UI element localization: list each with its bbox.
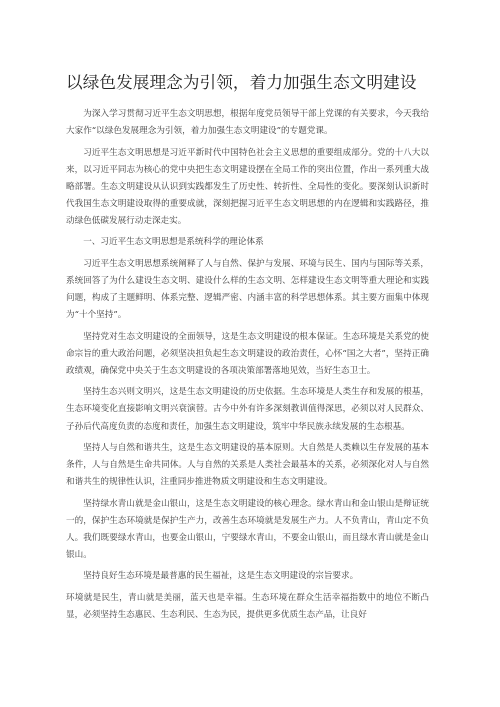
section-heading-1: 一、习近平生态文明思想是系统科学的理论体系 (83, 237, 264, 248)
paragraph-overview: 习近平生态文明思想是习近平新时代中国特色社会主义思想的重要组成部分。党的十八大以来，以习近平同志为核心的党中央把生态文明建设摆在全局工作的突出位置，作出一系列重大战略部署。生态文明建设从认识到实践都发生了历史性、转折性、全局性的变化。要深刻认识新时代我国生态文明建设取得的重要成就，深刻把握习近平生态文明思想的内在逻辑和实践路径，推动绿色低碳发展行动走深走实。 (66, 147, 429, 226)
paragraph-intro: 为深入学习贯彻习近平生态文明思想，根据年度党员领导干部上党课的有关要求，今天我给大家作“以绿色发展理念为引领，着力加强生态文明建设”的专题党课。 (66, 109, 429, 137)
document-body (66, 106, 429, 624)
paragraph-welfare: 坚持良好生态环境是最普惠的民生福祉，这是生态文明建设的宗旨要求。 (83, 571, 359, 582)
paragraph-theory-system: 习近平生态文明思想系统阐释了人与自然、保护与发展、环境与民生、国内与国际等关系，系统回答了为什么建设生态文明、建设什么样的生态文明、怎样建设生态文明等重大理论和实践问题，构成了主题鲜明、体系完整、逻辑严密、内涵丰富的科学思想体系。其主要方面集中体现为“十个坚持”。 (66, 258, 429, 321)
paragraph-ecology-civilization: 坚持生态兴则文明兴，这是生态文明建设的历史依据。生态环境是人类生存和发展的根基，生态环境变化直接影响文明兴衰演替。古今中外有许多深刻教训值得深思，必须以对人民群众、子孙后代高度负责的态度和责任，加强生态文明建设，筑牢中华民族永续发展的生态根基。 (66, 387, 429, 432)
paragraph-party-leadership: 坚持党对生态文明建设的全面领导，这是生态文明建设的根本保证。生态环境是关系党的使命宗旨的重大政治问题，必须坚决担负起生态文明建设的政治责任，心怀“国之大者”，坚持正确政绩观，确保党中央关于生态文明建设的各项决策部署落地见效，当好生态卫士。 (66, 331, 429, 376)
paragraph-harmony: 坚持人与自然和谐共生，这是生态文明建设的基本原则。大自然是人类赖以生存发展的基本条件，人与自然是生命共同体。人与自然的关系是人类社会最基本的关系，必须深化对人与自然和谐共生的规律性认识，注重同步推进物质文明建设和生态文明建设。 (66, 443, 429, 488)
paragraph-livelihood: 环境就是民生，青山就是美丽，蓝天也是幸福。生态环境在群众生活幸福指数中的地位不断凸显，必须坚持生态惠民、生态利民、生态为民，提供更多优质生态产品，让良好 (66, 592, 429, 621)
document-title: 以绿色发展理念为引领，着力加强生态文明建设 (66, 73, 417, 92)
paragraph-green-mountains: 坚持绿水青山就是金山银山，这是生态文明建设的核心理念。绿水青山和金山银山是辩证统一的，保护生态环境就是保护生产力，改善生态环境就是发展生产力。人不负青山，青山定不负人。我们既要绿水青山，也要金山银山，宁要绿水青山，不要金山银山，而且绿水青山就是金山银山。 (66, 498, 429, 560)
